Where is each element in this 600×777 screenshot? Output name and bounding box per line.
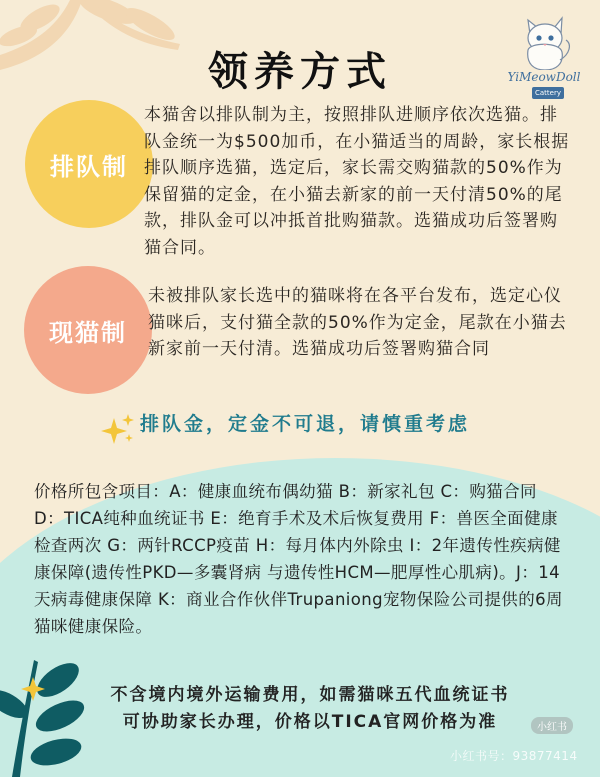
price-includes-text: 价格所包含项目：A：健康血统布偶幼猫 B：新家礼包 C：购猫合同 D：TICA纯种血统证书 E：绝育手术及术后恢复费用 F：兽医全面健康检查两次 G：两针RCCP疫苗 H：每月体内外除虫 I：2年遗传性疾病健康保障(遗传性PKD—多囊肾病 与遗传性HCM—肥厚性心肌病)。J：14天病毒健康保障 K：商业合作伙伴Trupaniong宠物保险公司提供的6周猫咪健康保险。: [34, 482, 563, 636]
cat-icon: [516, 14, 572, 70]
queue-system-description: 本猫舍以排队制为主，按照排队进顺序依次选猫。排队金统一为$500加币，在小猫适当的周龄，家长根据排队顺序选猫，选定后，家长需交购猫款的50%作为保留猫的定金，在小猫去新家的前一天付清50%的尾款，排队金可以冲抵首批购猫款。选猫成功后签署购猫合同。: [144, 105, 570, 258]
available-cat-badge: [24, 266, 152, 394]
sparkle-icon: [100, 412, 136, 446]
available-cat-description: 未被排队家长选中的猫咪将在各平台发布，选定心仪猫咪后，支付猫全款的50%作为定金，尾款在小猫去新家前一天付清。选猫成功后签署购猫合同: [148, 286, 567, 359]
page-title: 领养方式: [208, 49, 392, 95]
queue-system-label: 排队制: [50, 152, 128, 181]
non-refundable-warning: 排队金，定金不可退，请慎重考虑: [140, 413, 471, 435]
cattery-logo: [506, 12, 582, 102]
watermark-id: 小红书号：93877414: [450, 749, 578, 763]
queue-system-badge: [25, 100, 153, 228]
logo-subtitle: Cattery: [532, 87, 564, 99]
available-cat-label: 现猫制: [49, 318, 127, 347]
watermark-badge: 小红书: [531, 717, 573, 734]
shipping-note-line-1: 不含境内境外运输费用，如需猫咪五代血统证书: [110, 685, 510, 705]
logo-name: YiMeowDoll: [507, 70, 581, 84]
shipping-note-line-2: 可协助家长办理，价格以TICA官网价格为准: [122, 712, 498, 732]
